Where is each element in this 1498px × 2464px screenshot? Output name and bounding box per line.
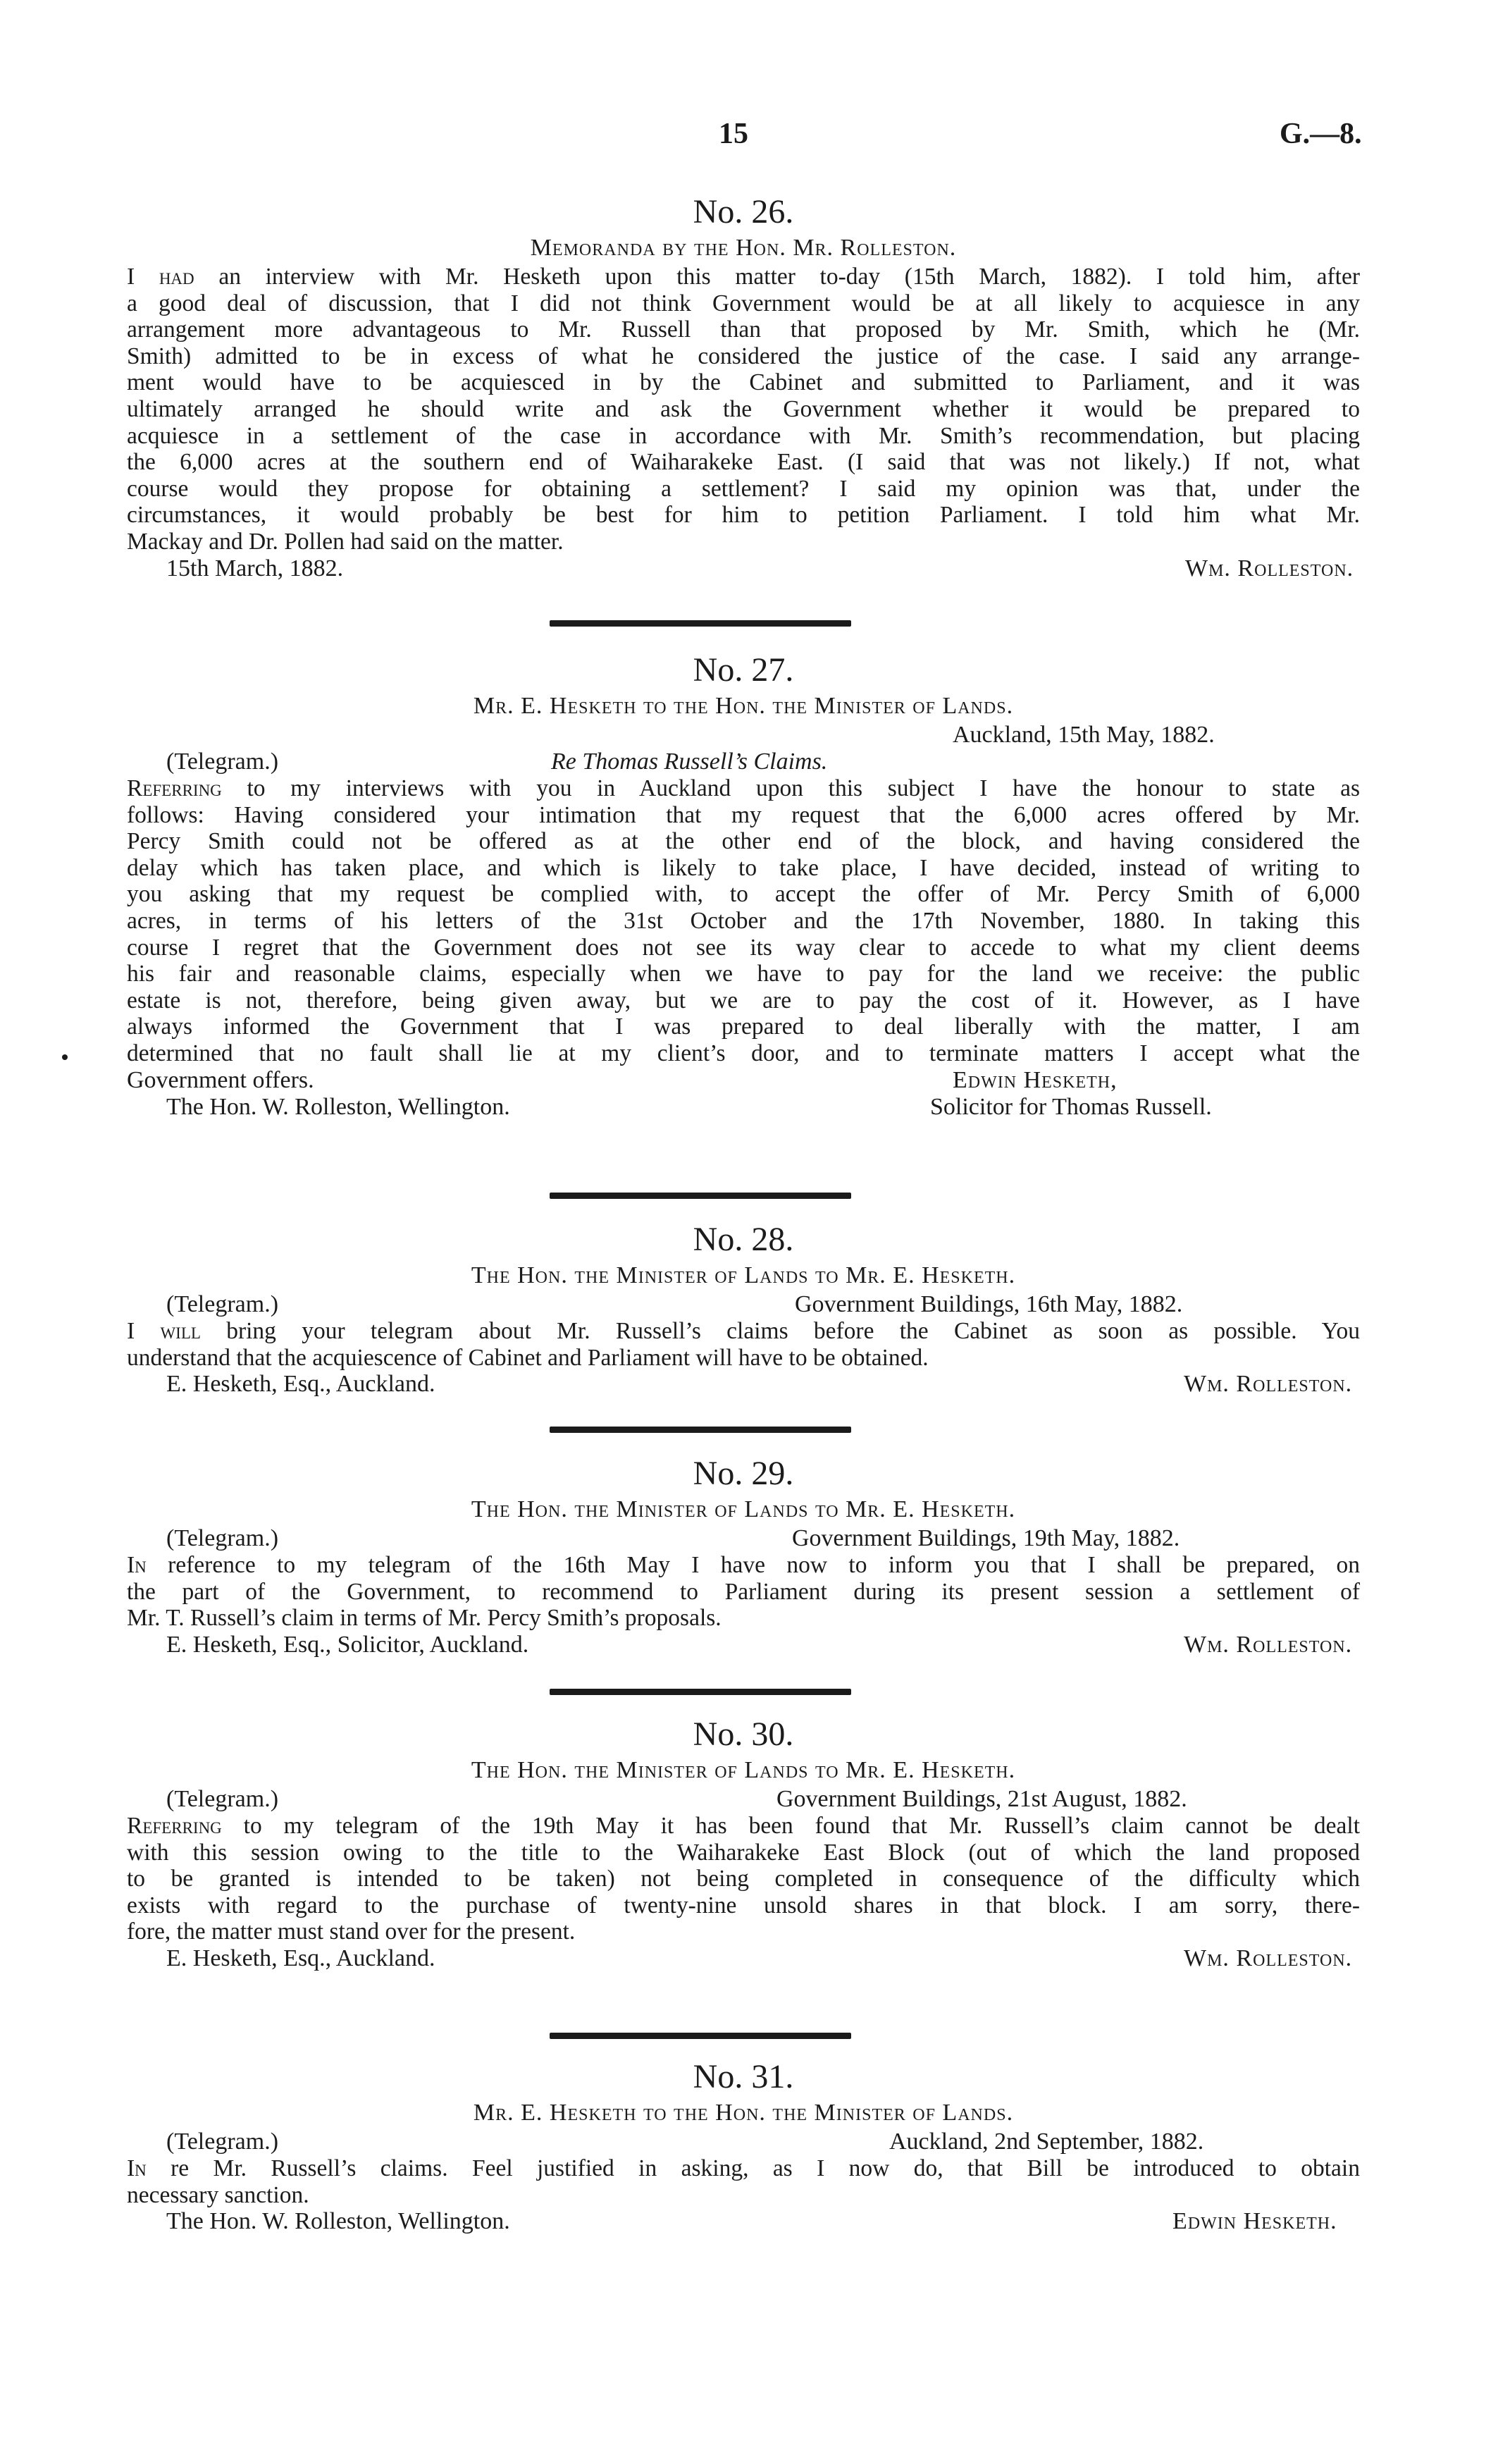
section-body: I will bring your telegram about Mr. Russell’s claims before the Cabinet as soon as possible. You (127, 1318, 1360, 1344)
addressee: E. Hesketh, Esq., Auckland. (166, 1945, 435, 1971)
signature-title: Solicitor for Thomas Russell. (930, 1093, 1212, 1120)
section-body: Referring to my telegram of the 19th May it has been found that Mr. Russell’s claim cannot be dealt with this session owing to the title to the Waiharakeke East Block (out of which the land proposed to be granted is intended to be taken) not being completed in consequence of the difficulty which exists with regard to the purchase of twenty-nine unsold shares in that block. I am sorry, there- (127, 1813, 1361, 1918)
section-number: No. 29. (693, 1455, 794, 1492)
section-body: In re Mr. Russell’s claims. Feel justified in asking, as I now do, that Bill be introduced to obtain (127, 2155, 1360, 2181)
section-27: No. 27. Mr. E. Hesketh to the Hon. the Minister of Lands. Auckland, 15th May, 1882. (Telegram.) Re Thomas Russell’s Claims. Referring to my interviews with you in Auckland upon this subject I have the honour to state as follows: Having considered your intimation that my request that the 6,000 acres offered by Mr. Percy Smith could not be offered as at the other end of the block, and having considered the delay which has taken place, and which is likely to take place, I have decided, instead of writing to you asking that my request be complied with, to accept the offer of Mr. Percy Smith of 6,000 acres, in terms of his letters of the 31st October and the 17th November, 1880. In taking this course I regret that the Government does not see its way clear to accede to what my client deems his fair and reasonable claims, especially when we have to pay for the land we receive: the public estate is not, therefore, being given away, but we are to pay the cost of it. However, as I have always informed the Government that I was prepared to deal liberally with the matter, I am determined that no fault shall lie at my client’s door, and to terminate matters I accept what the Government offers. Edwin Hesketh, The Hon. W. Rolleston, Wellington. Solicitor for Thomas Russell. (127, 651, 1360, 1120)
lead-word: Referring (127, 775, 222, 801)
section-number: No. 28. (693, 1221, 794, 1258)
section-number: No. 30. (693, 1715, 794, 1753)
signature: Wm. Rolleston. (1184, 1371, 1353, 1398)
signature-row (127, 555, 1360, 582)
section-30: No. 30. The Hon. the Minister of Lands to Mr. E. Hesketh. (Telegram.) Government Buildings, 21st August, 1882. Referring to my telegram of the 19th May it has been found that Mr. Russell’s claim cannot be dealt with this session owing to the title to the Waiharakeke East Block (out of which the land proposed to be granted is intended to be taken) not being completed in consequence of the difficulty which exists with regard to the purchase of twenty-nine unsold shares in that block. I am sorry, there- fore, the matter must stand over for the present. E. Hesketh, Esq., Auckland. Wm. Rolleston. (127, 1715, 1361, 1971)
lead-word: I had (127, 264, 194, 290)
section-heading: Mr. E. Hesketh to the Hon. the Minister of Lands. (473, 693, 1014, 719)
signature: Wm. Rolleston. (1184, 1631, 1353, 1658)
section-divider (550, 1689, 851, 1695)
lead-word: I will (127, 1318, 201, 1344)
signature: Wm. Rolleston. (1184, 1945, 1353, 1971)
place-date: Auckland, 2nd September, 1882. (889, 2129, 1204, 2155)
telegram-label: (Telegram.) (166, 2129, 279, 2155)
addressee: The Hon. W. Rolleston, Wellington. (166, 1093, 510, 1120)
section-body: I had an interview with Mr. Hesketh upon this matter to-day (15th March, 1882). I told him, after a good deal of discussion, that I did not think Government would be at all likely to acquiesce in any arrangement more advantageous to Mr. Russell than that proposed by Mr. Smith, which he (Mr. Smith) admitted to be in excess of what he considered the justice of the case. I said any arrange- ment would have to be acquiesced in by the Cabinet and submitted to Parliament, and it was ultimately arranged he should write and ask the Government whether it would be prepared to acquiesce in a settlement of the case in accordance with Mr. Smith’s recommendation, but placing the 6,000 acres at the southern end of Waiharakeke East. (I said that was not likely.) If not, what course would they propose for obtaining a settlement? I said my opinion was that, under the circumstances, it would probably be best for him to petition Parliament. I told him what Mr. (127, 264, 1360, 529)
section-divider (550, 1193, 851, 1199)
section-body: In reference to my telegram of the 16th May I have now to inform you that I shall be prepared, on the part of the Government, to recommend to Parliament during its present session a settlement of (127, 1552, 1360, 1605)
signature: Edwin Hesketh, (953, 1066, 1118, 1093)
margin-mark (62, 1054, 68, 1060)
section-28: No. 28. The Hon. the Minister of Lands to Mr. E. Hesketh. (Telegram.) Government Buildings, 16th May, 1882. I will bring your telegram about Mr. Russell’s claims before the Cabinet as soon as possible. You understand that the acquiescence of Cabinet and Parliament will have to be obtained. E. Hesketh, Esq., Auckland. Wm. Rolleston. (127, 1221, 1360, 1398)
telegram-label: (Telegram.) (166, 1525, 279, 1551)
section-heading: Mr. E. Hesketh to the Hon. the Minister of Lands. (473, 2100, 1014, 2126)
addressee: E. Hesketh, Esq., Auckland. (166, 1371, 435, 1398)
telegram-label: (Telegram.) (166, 1786, 279, 1812)
place-date: Government Buildings, 16th May, 1882. (795, 1291, 1183, 1317)
section-heading: The Hon. the Minister of Lands to Mr. E. Hesketh. (471, 1496, 1016, 1522)
addressee: The Hon. W. Rolleston, Wellington. (166, 2208, 510, 2235)
section-heading: Memoranda by the Hon. Mr. Rolleston. (530, 235, 957, 261)
section-number: No. 26. (693, 193, 794, 230)
section-heading: The Hon. the Minister of Lands to Mr. E. Hesketh. (471, 1757, 1016, 1783)
signature: Edwin Hesketh. (1172, 2208, 1337, 2235)
subject-line: Re Thomas Russell’s Claims. (551, 749, 828, 775)
signature: Wm. Rolleston. (1185, 555, 1354, 581)
section-31: No. 31. Mr. E. Hesketh to the Hon. the Minister of Lands. (Telegram.) Auckland, 2nd September, 1882. In re Mr. Russell’s claims. Feel justified in asking, as I now do, that Bill be introduced to obtain necessary sanction. The Hon. W. Rolleston, Wellington. Edwin Hesketh. (127, 2058, 1360, 2235)
lead-word: Referring (127, 1813, 222, 1839)
section-number: No. 27. (693, 651, 794, 689)
section-number: No. 31. (693, 2058, 794, 2095)
section-heading: The Hon. the Minister of Lands to Mr. E. Hesketh. (471, 1262, 1016, 1288)
place-date: Government Buildings, 19th May, 1882. (792, 1525, 1180, 1551)
page-number: 15 (719, 118, 748, 150)
lead-word: In (127, 2155, 147, 2181)
lead-word: In (127, 1552, 147, 1578)
telegram-label: (Telegram.) (166, 1291, 279, 1317)
section-divider (550, 1427, 851, 1433)
section-divider (550, 2033, 851, 2039)
section-body: Referring to my interviews with you in Auckland upon this subject I have the honour to state as follows: Having considered your intimation that my request that the 6,000 acres offered by Mr. Percy Smith could not be offered as at the other end of the block, and having considered the delay which has taken place, and which is likely to take place, I have decided, instead of writing to you asking that my request be complied with, to accept the offer of Mr. Percy Smith of 6,000 acres, in terms of his letters of the 31st October and the 17th November, 1880. In taking this course I regret that the Government does not see its way clear to accede to what my client deems his fair and reasonable claims, especially when we have to pay for the land we receive: the public estate is not, therefore, being given away, but we are to pay the cost of it. However, as I have always informed the Government that I was prepared to deal liberally with the matter, I am determined that no fault shall lie at my client’s door, and to terminate matters I accept what the (127, 775, 1360, 1066)
addressee: E. Hesketh, Esq., Solicitor, Auckland. (166, 1631, 529, 1658)
section-29: No. 29. The Hon. the Minister of Lands to Mr. E. Hesketh. (Telegram.) Government Buildings, 19th May, 1882. In reference to my telegram of the 16th May I have now to inform you that I shall be prepared, on the part of the Government, to recommend to Parliament during its present session a settlement of Mr. T. Russell’s claim in terms of Mr. Percy Smith’s proposals. E. Hesketh, Esq., Solicitor, Auckland. Wm. Rolleston. (127, 1455, 1360, 1658)
document-reference: G.—8. (1280, 118, 1362, 150)
place-date: Government Buildings, 21st August, 1882. (776, 1786, 1187, 1812)
place-date: Auckland, 15th May, 1882. (953, 722, 1215, 748)
section-26: No. 26. Memoranda by the Hon. Mr. Rolleston. I had an interview with Mr. Hesketh upon this matter to-day (15th March, 1882). I told him, after a good deal of discussion, that I did not think Government would be at all likely to acquiesce in any arrangement more advantageous to Mr. Russell than that proposed by Mr. Smith, which he (Mr. Smith) admitted to be in excess of what he considered the justice of the case. I said any arrange- ment would have to be acquiesced in by the Cabinet and submitted to Parliament, and it was ultimately arranged he should write and ask the Government whether it would be prepared to acquiesce in a settlement of the case in accordance with Mr. Smith’s recommendation, but placing the 6,000 acres at the southern end of Waiharakeke East. (I said that was not likely.) If not, what course would they propose for obtaining a settlement? I said my opinion was that, under the circumstances, it would probably be best for him to petition Parliament. I told him what Mr. Mackay and Dr. Pollen had said on the matter. 15th March, 1882. Wm. Rolleston. (127, 193, 1360, 581)
section-divider (550, 620, 851, 627)
telegram-label: (Telegram.) (166, 749, 279, 775)
memo-date: 15th March, 1882. (166, 555, 344, 581)
